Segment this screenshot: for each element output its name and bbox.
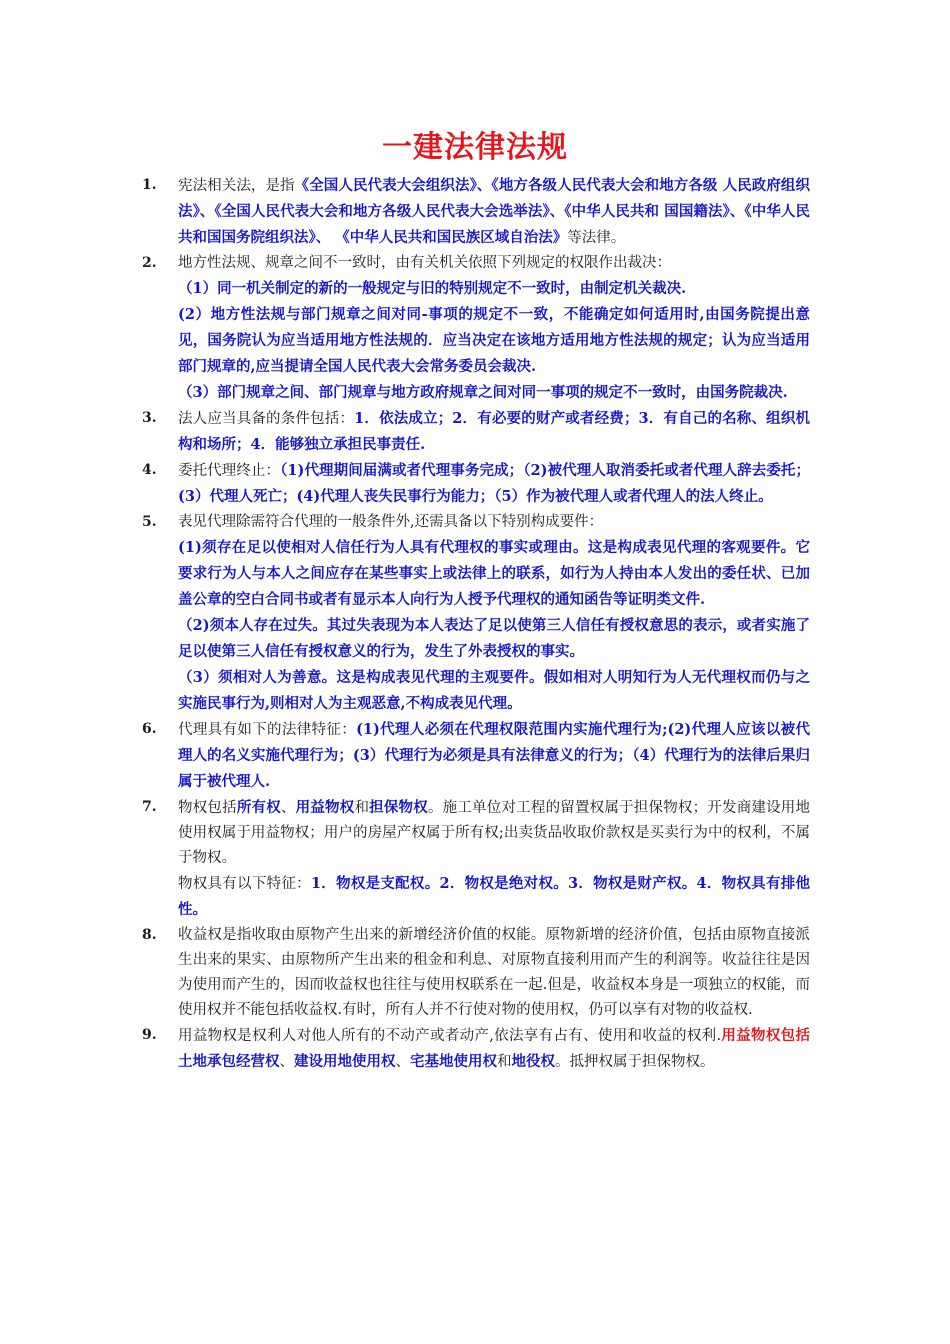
text-segment: 委托代理终止：: [178, 463, 281, 479]
text-segment: 代理具有如下的法律特征：: [178, 722, 357, 738]
text-segment: 宅基地使用权: [410, 1053, 497, 1070]
text-segment: (1)须存在足以使相对人信任行为人具有代理权的事实或理由。这是构成表见代理的客观要件。它要求行为人与本人之间应存在某些事实上或法律上的联系，如行为人持由本人发出的委任状、已加盖公章的空白合同书或者有显示本人向行为人授予代理权的通知函告等证明类文件.: [178, 539, 810, 608]
list-item: [140, 923, 810, 1023]
text-segment: 地方性法规、规章之间不一致时，由有关机关依照下列规定的权限作出裁决：: [178, 255, 671, 271]
text-segment: （3）部门规章之间、部门规章与地方政府规章之间对同一事项的规定不一致时，由国务院裁决.: [178, 384, 788, 401]
text-segment: 1．物权是支配权。2．物权是绝对权。3．物权是财产权。4．物权具有排他性。: [178, 875, 810, 918]
item-paragraph: [178, 871, 810, 923]
item-number: 4.: [142, 462, 157, 478]
list-item: [140, 795, 810, 923]
item-number: 2.: [142, 255, 157, 271]
item-paragraph: [178, 535, 810, 613]
item-paragraph: [178, 1023, 810, 1075]
item-paragraph: [178, 276, 810, 302]
item-paragraph: [178, 173, 810, 251]
text-segment: （3）须相对人为善意。这是构成表见代理的主观要件。假如相对人明知行为人无代理权而仍与之实施民事行为,则相对人为主观恶意,不构成表见代理。: [178, 669, 810, 712]
text-segment: 物权具有以下特征：: [178, 876, 311, 892]
list-item: [140, 458, 810, 510]
text-segment: 地役权: [511, 1053, 555, 1070]
item-paragraph: [178, 302, 810, 380]
list-item: [140, 406, 810, 458]
item-paragraph: [178, 717, 810, 795]
item-paragraph: [178, 923, 810, 1023]
list-item: [140, 173, 810, 251]
text-segment: （1)代理期间届满或者代理事务完成；（2)被代理人取消委托或者代理人辞去委托；(3）代理人死亡；(4)代理人丧失民事行为能力；（5）作为被代理人或者代理人的法人终止。: [178, 462, 810, 505]
text-segment: 建设用地使用权: [294, 1053, 396, 1070]
text-segment: (2）地方性法规与部门规章之间对同-事项的规定不一致，不能确定如何适用时,由国务院提出意见，国务院认为应当适用地方性法规的．应当决定在该地方适用地方性法规的规定；认为应当适用部门规章的,应当提请全国人民代表大会常务委员会裁决.: [178, 306, 810, 375]
text-segment: 。抵押权属于担保物权。: [555, 1054, 715, 1070]
item-paragraph: [178, 406, 810, 458]
item-number: 9.: [142, 1027, 157, 1043]
item-paragraph: [178, 458, 810, 510]
item-paragraph: [178, 380, 810, 406]
list-item: [140, 251, 810, 406]
text-segment: 1．依法成立；2．有必要的财产或者经费；3．有自己的名称、组织机构和场所；4．能够独立承担民事责任.: [178, 410, 811, 453]
list-item: [140, 1023, 810, 1075]
item-paragraph: [178, 795, 810, 871]
text-segment: 表见代理除需符合代理的一般条件外,还需具备以下特别构成要件：: [178, 514, 604, 530]
text-segment: 担保物权: [369, 799, 428, 816]
list-item: [140, 510, 810, 717]
text-segment: 用益物权包括: [721, 1027, 811, 1044]
item-number: 7.: [142, 799, 157, 815]
text-segment: 、: [280, 800, 296, 816]
text-segment: 用益物权是权利人对他人所有的不动产或者动产,依法享有占有、使用和收益的权利.: [178, 1028, 722, 1044]
text-segment: (1)代理人必须在代理权限范围内实施代理行为;(2)代理人应该以被代理人的名义实施代理行为；(3）代理行为必须是具有法律意义的行为；（4）代理行为的法律后果归属于被代理人.: [178, 721, 810, 790]
text-segment: 所有权: [236, 799, 281, 816]
text-segment: 、: [395, 1054, 410, 1070]
item-paragraph: [178, 510, 810, 535]
item-number: 1.: [142, 177, 157, 193]
text-segment: 等法律。: [567, 230, 626, 246]
text-segment: 和: [497, 1054, 512, 1070]
item-number: 5.: [142, 514, 157, 530]
text-segment: （1）同一机关制定的新的一般规定与旧的特别规定不一致时，由制定机关裁决.: [178, 280, 687, 297]
item-number: 3.: [142, 410, 157, 426]
numbered-list: [140, 173, 810, 1075]
text-segment: 宪法相关法，是指: [178, 178, 295, 194]
text-segment: 物权包括: [178, 800, 237, 816]
item-paragraph: [178, 665, 810, 717]
text-segment: 用益物权: [295, 799, 355, 816]
text-segment: 。施工单位对工程的留置权属于担保物权；开发商建设用地使用权属于用益物权；用户的房屋产权属于所有权;出卖货品收取价款权是买卖行为中的权利，不属于物权。: [178, 800, 811, 866]
text-segment: （2)须本人存在过失。其过失表现为本人表达了足以使第三人信任有授权意思的表示，或者实施了足以使第三人信任有授权意义的行为，发生了外表授权的事实。: [178, 617, 810, 660]
list-item: [140, 717, 810, 795]
page-title: 一建法律法规: [382, 130, 568, 165]
item-paragraph: [178, 613, 810, 665]
text-segment: 《全国人民代表大会组织法》、《地方各级人民代表大会和地方各级 人民政府组织法》、《全国人民代表大会和地方各级人民代表大会选举法》、《中华人民共和 国国籍法》、《中华人民共和国国务院组织法》、 《中华人民共和国民族区域自治法》: [178, 177, 811, 246]
text-segment: 收益权是指收取由原物产生出来的新增经济价值的权能。原物新增的经济价值，包括由原物直接派生出来的果实、由原物所产生出来的租金和利息、对原物直接利用而产生的利润等。收益往往是因为使用而产生的，因而收益权也往往与使用权联系在一起.但是，收益权本身是一项独立的权能，而使用权并不能包括收益权.有时，所有人并不行使对物的使用权，仍可以享有对物的收益权.: [178, 927, 810, 1018]
text-segment: 、: [279, 1054, 294, 1070]
item-number: 8.: [142, 927, 157, 943]
text-segment: 土地承包经营权: [178, 1053, 280, 1070]
item-number: 6.: [142, 721, 157, 737]
text-segment: 和: [354, 800, 370, 816]
text-segment: 法人应当具备的条件包括：: [178, 411, 355, 427]
item-paragraph: [178, 251, 810, 276]
